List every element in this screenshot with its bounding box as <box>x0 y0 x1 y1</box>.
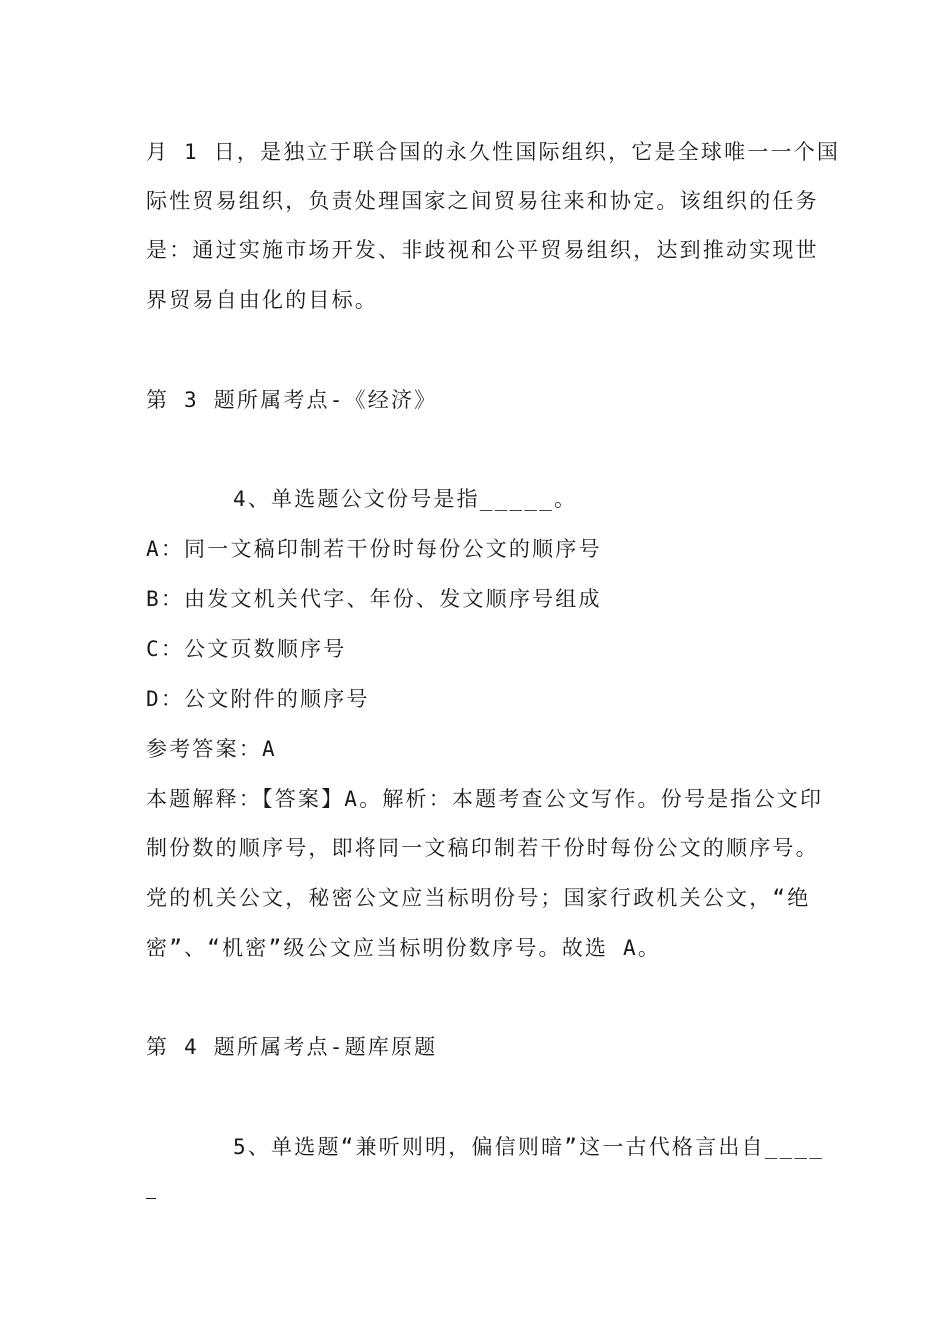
q5-blank-continuation <box>146 1198 156 1199</box>
q4-answer: 参考答案：A <box>146 737 277 761</box>
q3-explanation-line-1: 月 1 日，是独立于联合国的永久性国际组织，它是全球唯一一个国 <box>146 140 841 164</box>
q3-topic: 第 3 题所属考点-《经济》 <box>146 388 438 412</box>
q4-explanation-line-3: 党的机关公文，秘密公文应当标明份号；国家行政机关公文，“绝 <box>146 886 811 910</box>
q5-stem: 5、单选题“兼听则明，偏信则暗”这一古代格言出自____ <box>233 1135 825 1159</box>
q4-stem: 4、单选题公文份号是指_____。 <box>233 487 578 511</box>
q4-topic: 第 4 题所属考点-题库原题 <box>146 1035 438 1059</box>
q4-explanation-line-4: 密”、“机密”级公文应当标明份数序号。故选 A。 <box>146 936 662 960</box>
q4-option-b: B：由发文机关代字、年份、发文顺序号组成 <box>146 587 602 611</box>
q4-explanation-line-1: 本题解释：【答案】A。解析：本题考查公文写作。份号是指公文印 <box>146 787 824 811</box>
q3-explanation-line-2: 际性贸易组织，负责处理国家之间贸易往来和协定。该组织的任务 <box>146 189 819 213</box>
q4-option-a: A：同一文稿印制若干份时每份公文的顺序号 <box>146 537 602 561</box>
q4-explanation-line-2: 制份数的顺序号，即将同一文稿印制若干份时每份公文的顺序号。 <box>146 836 819 860</box>
q3-explanation-line-4: 界贸易自由化的目标。 <box>146 288 378 312</box>
q3-explanation-line-3: 是：通过实施市场开发、非歧视和公平贸易组织，达到推动实现世 <box>146 238 819 262</box>
q4-option-d: D：公文附件的顺序号 <box>146 687 370 711</box>
q4-option-c: C：公文页数顺序号 <box>146 637 347 661</box>
